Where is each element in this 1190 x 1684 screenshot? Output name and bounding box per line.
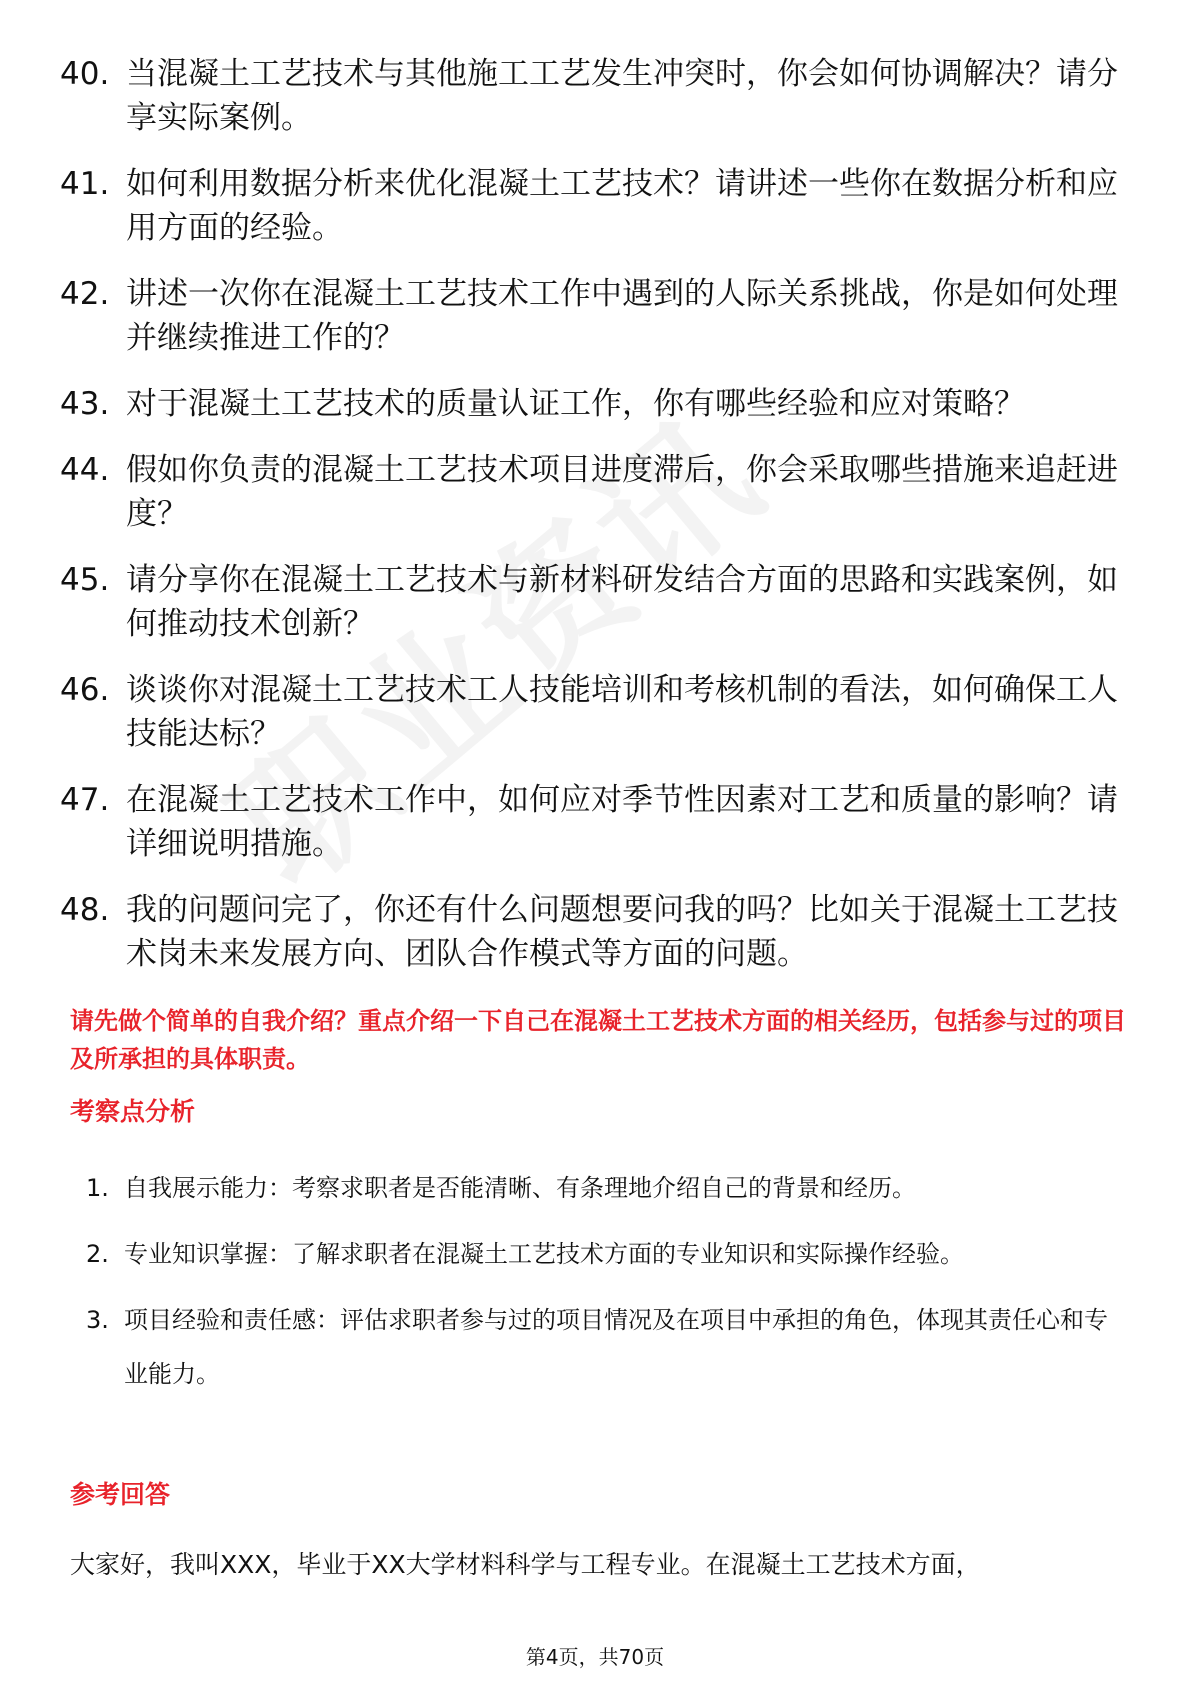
answer-paragraph: 大家好，我叫XXX，毕业于XX大学材料科学与工程专业。在混凝土工艺技术方面， — [70, 1550, 981, 1579]
question-number: 48. — [60, 892, 110, 928]
analysis-item — [78, 1227, 1128, 1281]
question-text: 在混凝土工艺技术工作中，如何应对季节性因素对工艺和质量的影响？请详细说明措施。 — [126, 782, 1118, 862]
question-item — [60, 272, 1130, 360]
question-item — [60, 162, 1130, 250]
analysis-number: 1. — [86, 1174, 109, 1202]
question-list — [60, 52, 1130, 998]
page-footer: 第4页，共70页 — [525, 1645, 665, 1669]
question-text: 对于混凝土工艺技术的质量认证工作，你有哪些经验和应对策略？ — [126, 386, 1025, 422]
question-text: 谈谈你对混凝土工艺技术工人技能培训和考核机制的看法，如何确保工人技能达标？ — [126, 672, 1118, 752]
question-number: 46. — [60, 672, 110, 708]
highlighted-question: 请先做个简单的自我介绍？重点介绍一下自己在混凝土工艺技术方面的相关经历，包括参与过的项目及所承担的具体职责。 — [70, 1007, 1126, 1073]
question-number: 45. — [60, 562, 110, 598]
analysis-text: 专业知识掌握：了解求职者在混凝土工艺技术方面的专业知识和实际操作经验。 — [124, 1240, 964, 1268]
question-text: 讲述一次你在混凝土工艺技术工作中遇到的人际关系挑战，你是如何处理并继续推进工作的？ — [126, 276, 1118, 356]
analysis-item — [78, 1161, 1128, 1215]
answer-heading: 参考回答 — [70, 1480, 171, 1509]
question-item — [60, 558, 1130, 646]
analysis-heading: 考察点分析 — [70, 1097, 196, 1126]
question-item — [60, 668, 1130, 756]
analysis-text: 自我展示能力：考察求职者是否能清晰、有条理地介绍自己的背景和经历。 — [124, 1174, 916, 1202]
question-number: 41. — [60, 166, 110, 202]
question-item — [60, 778, 1130, 866]
question-number: 42. — [60, 276, 110, 312]
question-text: 请分享你在混凝土工艺技术与新材料研发结合方面的思路和实践案例，如何推动技术创新？ — [126, 562, 1118, 642]
question-item — [60, 888, 1130, 976]
question-item — [60, 448, 1130, 536]
analysis-item — [78, 1293, 1128, 1401]
analysis-number: 3. — [86, 1306, 109, 1334]
question-item — [60, 382, 1130, 426]
question-number: 47. — [60, 782, 110, 818]
analysis-list — [78, 1161, 1128, 1413]
question-number: 43. — [60, 386, 110, 422]
question-number: 44. — [60, 452, 110, 488]
question-text: 如何利用数据分析来优化混凝土工艺技术？请讲述一些你在数据分析和应用方面的经验。 — [126, 166, 1118, 246]
question-item — [60, 52, 1130, 140]
analysis-text: 项目经验和责任感：评估求职者参与过的项目情况及在项目中承担的角色，体现其责任心和专业能力。 — [124, 1306, 1108, 1388]
question-number: 40. — [60, 56, 110, 92]
question-text: 当混凝土工艺技术与其他施工工艺发生冲突时，你会如何协调解决？请分享实际案例。 — [126, 56, 1118, 136]
analysis-number: 2. — [86, 1240, 109, 1268]
question-text: 我的问题问完了，你还有什么问题想要问我的吗？比如关于混凝土工艺技术岗未来发展方向、团队合作模式等方面的问题。 — [126, 892, 1118, 972]
question-text: 假如你负责的混凝土工艺技术项目进度滞后，你会采取哪些措施来追赶进度？ — [126, 452, 1118, 532]
